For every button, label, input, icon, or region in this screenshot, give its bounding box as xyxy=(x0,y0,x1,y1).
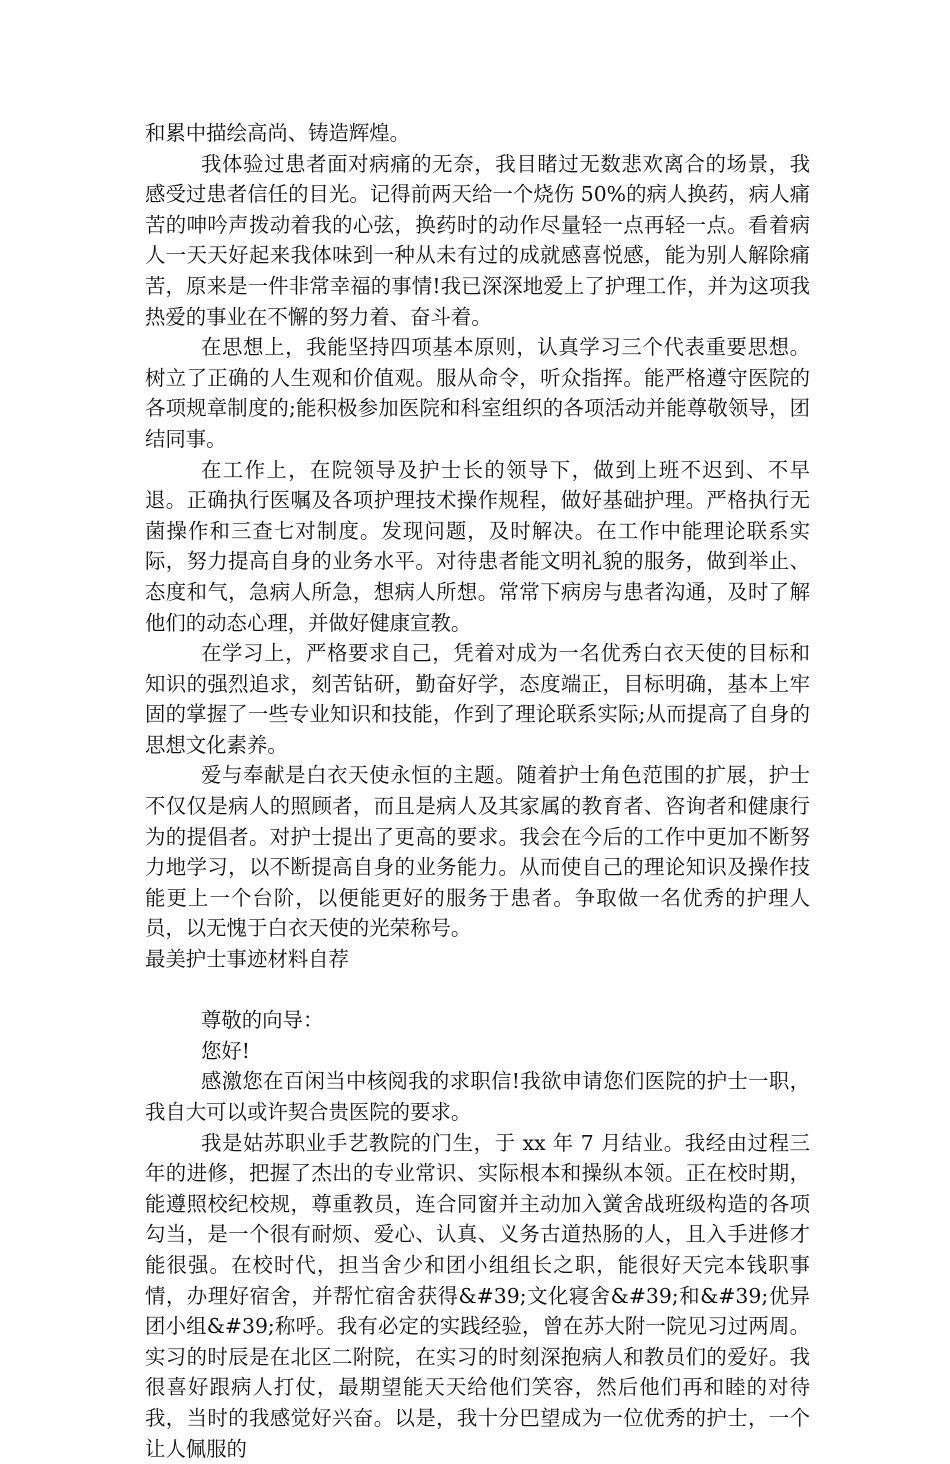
paragraph-dedication: 爱与奉献是白衣天使永恒的主题。随着护士角色范围的扩展，护士不仅仅是病人的照顾者，而且是病人及其家属的教育者、咨询者和健康行为的提倡者。对护士提出了更高的要求。我会在今后的工作中更加不断努力地学习，以不断提高自身的业务能力。从而使自己的理论知识及操作技能更上一个台阶，以便能更好的服务于患者。争取做一名优秀的护理人员，以无愧于白衣天使的光荣称号。 xyxy=(145,763,810,941)
section-title: 最美护士事迹材料自荐 xyxy=(145,947,349,972)
document-body xyxy=(145,118,810,1464)
blank-line xyxy=(145,975,810,1006)
paragraph-experience: 我体验过患者面对病痛的无奈，我目睹过无数悲欢离合的场景，我感受过患者信任的目光。记得前两天给一个烧伤 50%的病人换药，病人痛苦的呻吟声拨动着我的心弦，换药时的动作尽量轻一点再轻一点。看着病人一天天好起来我体味到一种从未有过的成就感喜悦感，能为别人解除痛苦，原来是一件非常幸福的事情!我已深深地爱上了护理工作，并为这项我热爱的事业在不懈的努力着、奋斗着。 xyxy=(145,151,810,329)
paragraph-work: 在工作上，在院领导及护士长的领导下，做到上班不迟到、不早退。正确执行医嘱及各项护理技术操作规程，做好基础护理。严格执行无菌操作和三查七对制度。发现问题，及时解决。在工作中能理论联系实际，努力提高自身的业务水平。对待患者能文明礼貌的服务，做到举止、态度和气，急病人所急，想病人所想。常常下病房与患者沟通，及时了解他们的动态心理，并做好健康宣教。 xyxy=(145,457,810,635)
letter-paragraph-intro: 感激您在百闲当中核阅我的求职信!我欲申请您们医院的护士一职，我自大可以或许契合贵医院的要求。 xyxy=(145,1069,810,1124)
letter-salutation: 尊敬的向导： xyxy=(201,1008,324,1033)
paragraph-continuation: 和累中描绘高尚、铸造辉煌。 xyxy=(145,121,411,145)
letter-paragraph-background: 我是姑苏职业手艺教院的门生，于 xx 年 7 月结业。我经由过程三年的进修，把握了杰出的专业常识、实际根本和操纵本领。正在校时期，能遵照校纪校规，尊重教员，连合同窗并主动加入黉舍战班级构造的各项勾当，是一个很有耐烦、爱心、认真、义务古道热肠的人，且入手进修才能很强。在校时代，担当舍少和团小组组长之职，能很好天完本钱职事情，办理好宿舍，并帮忙宿舍获得&#39;文化寝舍&#39;和&#39;优异团小组&#39;称呼。我有必定的实践经验，曾在苏大附一院见习过两周。实习的时辰是在北区二附院，在实习的时刻深抱病人和教员们的爱好。我很喜好跟病人打仗，最期望能天天给他们笑容，然后他们再和睦的对待我，当时的我感觉好兴奋。以是，我十分巴望成为一位优秀的护士，一个让人佩服的 xyxy=(145,1130,810,1461)
paragraph-thought: 在思想上，我能坚持四项基本原则，认真学习三个代表重要思想。树立了正确的人生观和价值观。服从命令，听众指挥。能严格遵守医院的各项规章制度的;能积极参加医院和科室组织的各项活动并能尊敬领导，团结同事。 xyxy=(145,335,810,451)
paragraph-study: 在学习上，严格要求自己，凭着对成为一名优秀白衣天使的目标和知识的强烈追求，刻苦钻研，勤奋好学，态度端正，目标明确，基本上牢固的掌握了一些专业知识和技能，作到了理论联系实际;从而提高了自身的思想文化素养。 xyxy=(145,641,810,757)
letter-greeting: 您好! xyxy=(201,1038,250,1063)
